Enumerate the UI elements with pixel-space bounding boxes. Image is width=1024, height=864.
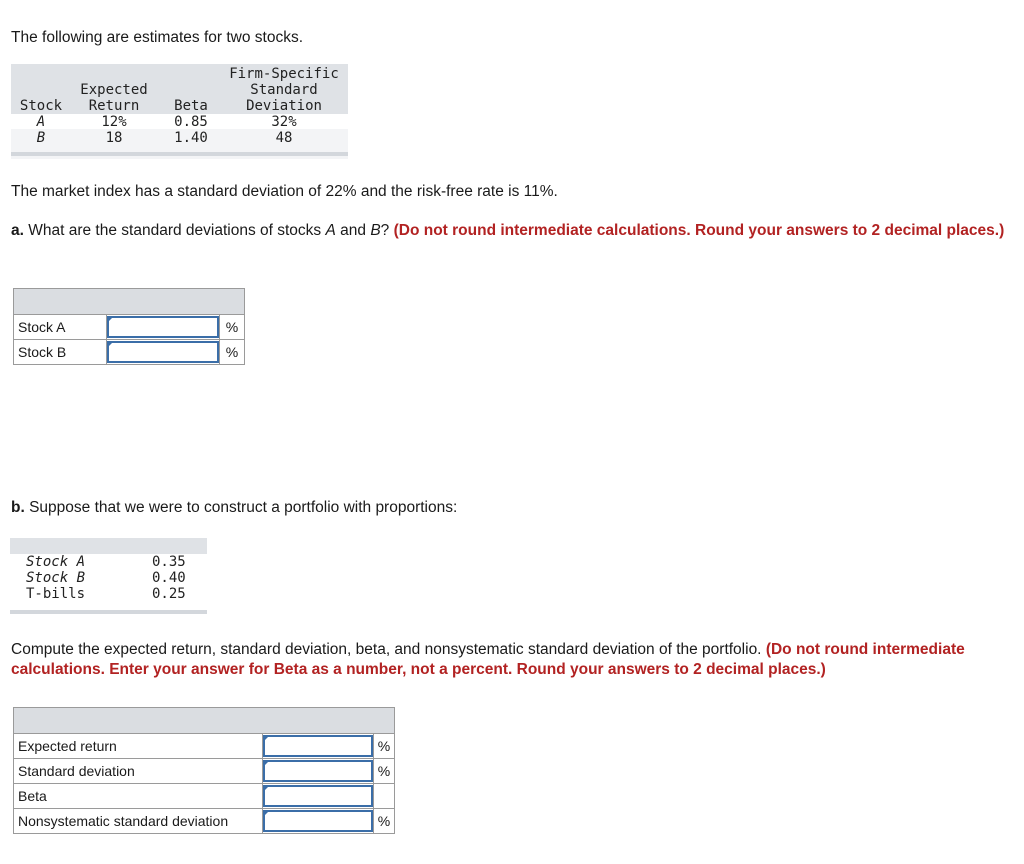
stock-b-input-cell <box>107 340 220 365</box>
part-a-instruction: (Do not round intermediate calculations. Round your answers to 2 decimal places.) <box>393 222 1005 239</box>
part-a-question-suffix: ? <box>380 222 394 239</box>
row-b-expected-return: 18 <box>105 130 123 146</box>
part-a-answer-table <box>13 288 245 365</box>
expected-return-unit: % <box>374 734 395 759</box>
part-a-and: and <box>335 222 371 239</box>
part-b-question-text: Suppose that we were to construct a portfolio with proportions: <box>24 499 458 516</box>
input-flag-icon <box>264 735 270 741</box>
part-a-stock-a: A <box>325 222 336 239</box>
header-firm-specific-line2: Standard <box>250 82 318 98</box>
header-beta: Beta <box>174 98 208 114</box>
proportion-weight: 0.40 <box>152 570 186 586</box>
nonsystematic-sd-label: Nonsystematic standard deviation <box>14 809 263 834</box>
header-stock: Stock <box>19 98 63 114</box>
part-b-label: b. <box>11 499 25 516</box>
stock-b-sd-input[interactable] <box>107 341 219 363</box>
header-firm-specific-line1: Firm-Specific <box>229 66 339 82</box>
table-bottom-rule <box>11 152 348 156</box>
stock-a-label: Stock A <box>14 315 107 340</box>
row-b-beta: 1.40 <box>174 130 208 146</box>
proportion-name: T-bills <box>26 586 86 602</box>
compute-question <box>11 640 1011 680</box>
stock-b-unit: % <box>220 340 245 365</box>
stock-estimates-table <box>11 64 348 159</box>
input-flag-icon <box>264 760 270 766</box>
nonsystematic-sd-input-cell <box>263 809 374 834</box>
part-b-instruction: (Do not round intermediate calculations. Enter your answer for Beta as a number, not a percent. Round your answers to 2 decimal places.) <box>11 641 965 678</box>
expected-return-label: Expected return <box>14 734 263 759</box>
proportion-weight: 0.25 <box>152 586 186 602</box>
part-a-question <box>11 221 1019 241</box>
table-row <box>14 809 395 834</box>
proportion-name: Stock B <box>26 570 86 586</box>
row-a-beta: 0.85 <box>174 114 208 130</box>
stock-b-label: Stock B <box>14 340 107 365</box>
row-b-stock: B <box>36 130 46 146</box>
input-flag-icon <box>264 785 270 791</box>
stock-a-input-cell <box>107 315 220 340</box>
row-a-stock: A <box>36 114 46 130</box>
portfolio-proportions-table <box>10 538 207 616</box>
market-text: The market index has a standard deviation of 22% and the risk-free rate is 11%. <box>11 183 558 200</box>
row-b-sd: 48 <box>275 130 293 146</box>
part-a-question-prefix: What are the standard deviations of stocks <box>23 222 326 239</box>
beta-input[interactable] <box>263 785 373 807</box>
row-a-expected-return: 12% <box>101 114 127 130</box>
table-row <box>14 340 245 365</box>
beta-input-cell <box>263 784 374 809</box>
beta-unit <box>374 784 395 809</box>
standard-deviation-input[interactable] <box>263 760 373 782</box>
standard-deviation-unit: % <box>374 759 395 784</box>
beta-label: Beta <box>14 784 263 809</box>
table-bottom-rule <box>10 610 207 614</box>
expected-return-input[interactable] <box>263 735 373 757</box>
header-expected-return-line2: Return <box>88 98 140 114</box>
nonsystematic-sd-input[interactable] <box>263 810 373 832</box>
standard-deviation-input-cell <box>263 759 374 784</box>
proportion-weight: 0.35 <box>152 554 186 570</box>
stock-a-sd-input[interactable] <box>107 316 219 338</box>
table-row <box>14 315 245 340</box>
row-a-sd: 32% <box>271 114 297 130</box>
input-flag-icon <box>108 316 114 322</box>
header-expected-return-line1: Expected <box>80 82 148 98</box>
standard-deviation-label: Standard deviation <box>14 759 263 784</box>
part-a-table-header <box>14 289 245 315</box>
proportion-name: Stock A <box>26 554 86 570</box>
table-row <box>14 784 395 809</box>
part-a-label: a. <box>11 222 24 239</box>
intro-text: The following are estimates for two stocks. <box>11 29 304 46</box>
input-flag-icon <box>108 341 114 347</box>
stock-a-unit: % <box>220 315 245 340</box>
table-header-background <box>10 538 207 554</box>
expected-return-input-cell <box>263 734 374 759</box>
compute-text: Compute the expected return, standard deviation, beta, and nonsystematic standard deviation of the portfolio. <box>11 641 766 658</box>
part-b-question <box>11 498 457 518</box>
header-firm-specific-line3: Deviation <box>246 98 322 114</box>
part-a-stock-b: B <box>370 222 381 239</box>
table-row <box>14 759 395 784</box>
part-b-answer-table <box>13 707 395 834</box>
part-b-table-header <box>14 708 395 734</box>
nonsystematic-sd-unit: % <box>374 809 395 834</box>
input-flag-icon <box>264 810 270 816</box>
table-row <box>14 734 395 759</box>
